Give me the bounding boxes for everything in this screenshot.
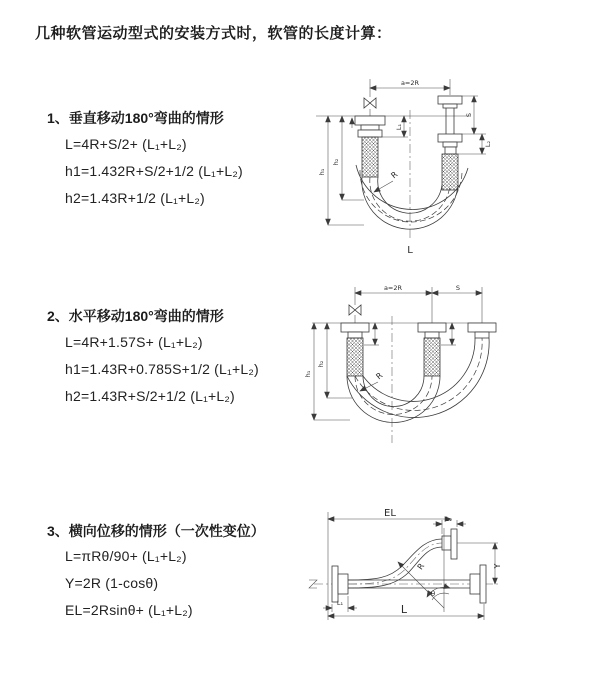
d2-left-pipe-fitting [341, 323, 369, 376]
d3-right-flange [470, 565, 486, 603]
d1-braided-hose-right [442, 154, 458, 190]
d1-label-l: L [407, 245, 413, 256]
section-3-formula-EL: EL=2Rsinθ+ (L₁+L₂) [65, 602, 193, 618]
d1-braided-hose-left [362, 137, 378, 177]
d3-label-l1: L₁ [336, 599, 344, 607]
d2-label-s: S [455, 284, 461, 292]
diagram-lateral-displacement [298, 500, 598, 665]
d1-label-h1: h₁ [318, 168, 326, 176]
section-3-heading: 3、横向位移的情形（一次性变位） [47, 523, 265, 539]
d2-label-h1: h₁ [304, 370, 312, 378]
d1-right-pipe-fitting [438, 96, 462, 190]
section-3-formula-Y: Y=2R (1-cosθ) [65, 575, 159, 591]
d3-dimensions [323, 508, 502, 620]
d3-label-r: R [415, 561, 427, 572]
d2-middle-pipe-fitting [418, 323, 446, 376]
section-1-formula-L: L=4R+S/2+ (L₁+L₂) [65, 136, 187, 152]
d2-braided-hose-middle [424, 338, 440, 376]
d1-label-h2: h₂ [332, 158, 340, 166]
d3-label-l: L [400, 603, 408, 616]
section-2-formula-h1: h1=1.43R+0.785S+1/2 (L₁+L₂) [65, 361, 259, 377]
diagram-horizontal-180-bend [300, 278, 600, 478]
section-1-formula-h1: h1=1.432R+S/2+1/2 (L₁+L₂) [65, 163, 243, 179]
d2-braided-hose-left [347, 338, 363, 376]
d3-displaced-hose [348, 539, 442, 588]
d2-right-pipe-fitting [468, 323, 496, 338]
d3-label-l2: L₂ [445, 515, 453, 523]
d2-label-span: a=2R [383, 284, 403, 292]
section-2-formula-L: L=4R+1.57S+ (L₁+L₂) [65, 334, 203, 350]
diagram-vertical-180-bend [300, 70, 600, 270]
d3-label-theta: θ [430, 590, 436, 598]
d3-label-el: EL [384, 508, 396, 519]
d3-label-y: Y [493, 563, 502, 569]
d1-valve-icon [364, 98, 376, 108]
d1-dimensions [316, 79, 492, 225]
d1-label-l1: L₁ [395, 123, 403, 131]
d2-label-h2: h₂ [317, 360, 325, 368]
section-1-formula-h2: h2=1.43R+1/2 (L₁+L₂) [65, 190, 205, 206]
page-title: 几种软管运动型式的安装方式时，软管的长度计算： [35, 25, 392, 42]
section-3-formula-L: L=πRθ/90+ (L₁+L₂) [65, 548, 187, 564]
d2-label-r: R [374, 370, 385, 382]
d2-valve-icon [349, 305, 361, 315]
section-2-formula-h2: h2=1.43R+S/2+1/2 (L₁+L₂) [65, 388, 235, 404]
d3-left-flange [332, 566, 348, 602]
d2-hose-arcs [347, 338, 489, 423]
section-1-heading: 1、垂直移动180°弯曲的情形 [47, 110, 224, 126]
d1-label-l2: L₂ [484, 140, 492, 148]
section-2-heading: 2、水平移动180°弯曲的情形 [47, 308, 224, 324]
d1-label-span: a=2R [400, 79, 420, 87]
d1-label-r: R [389, 169, 400, 181]
d1-label-s: S [465, 112, 473, 118]
d1-left-pipe-fitting [355, 116, 385, 177]
